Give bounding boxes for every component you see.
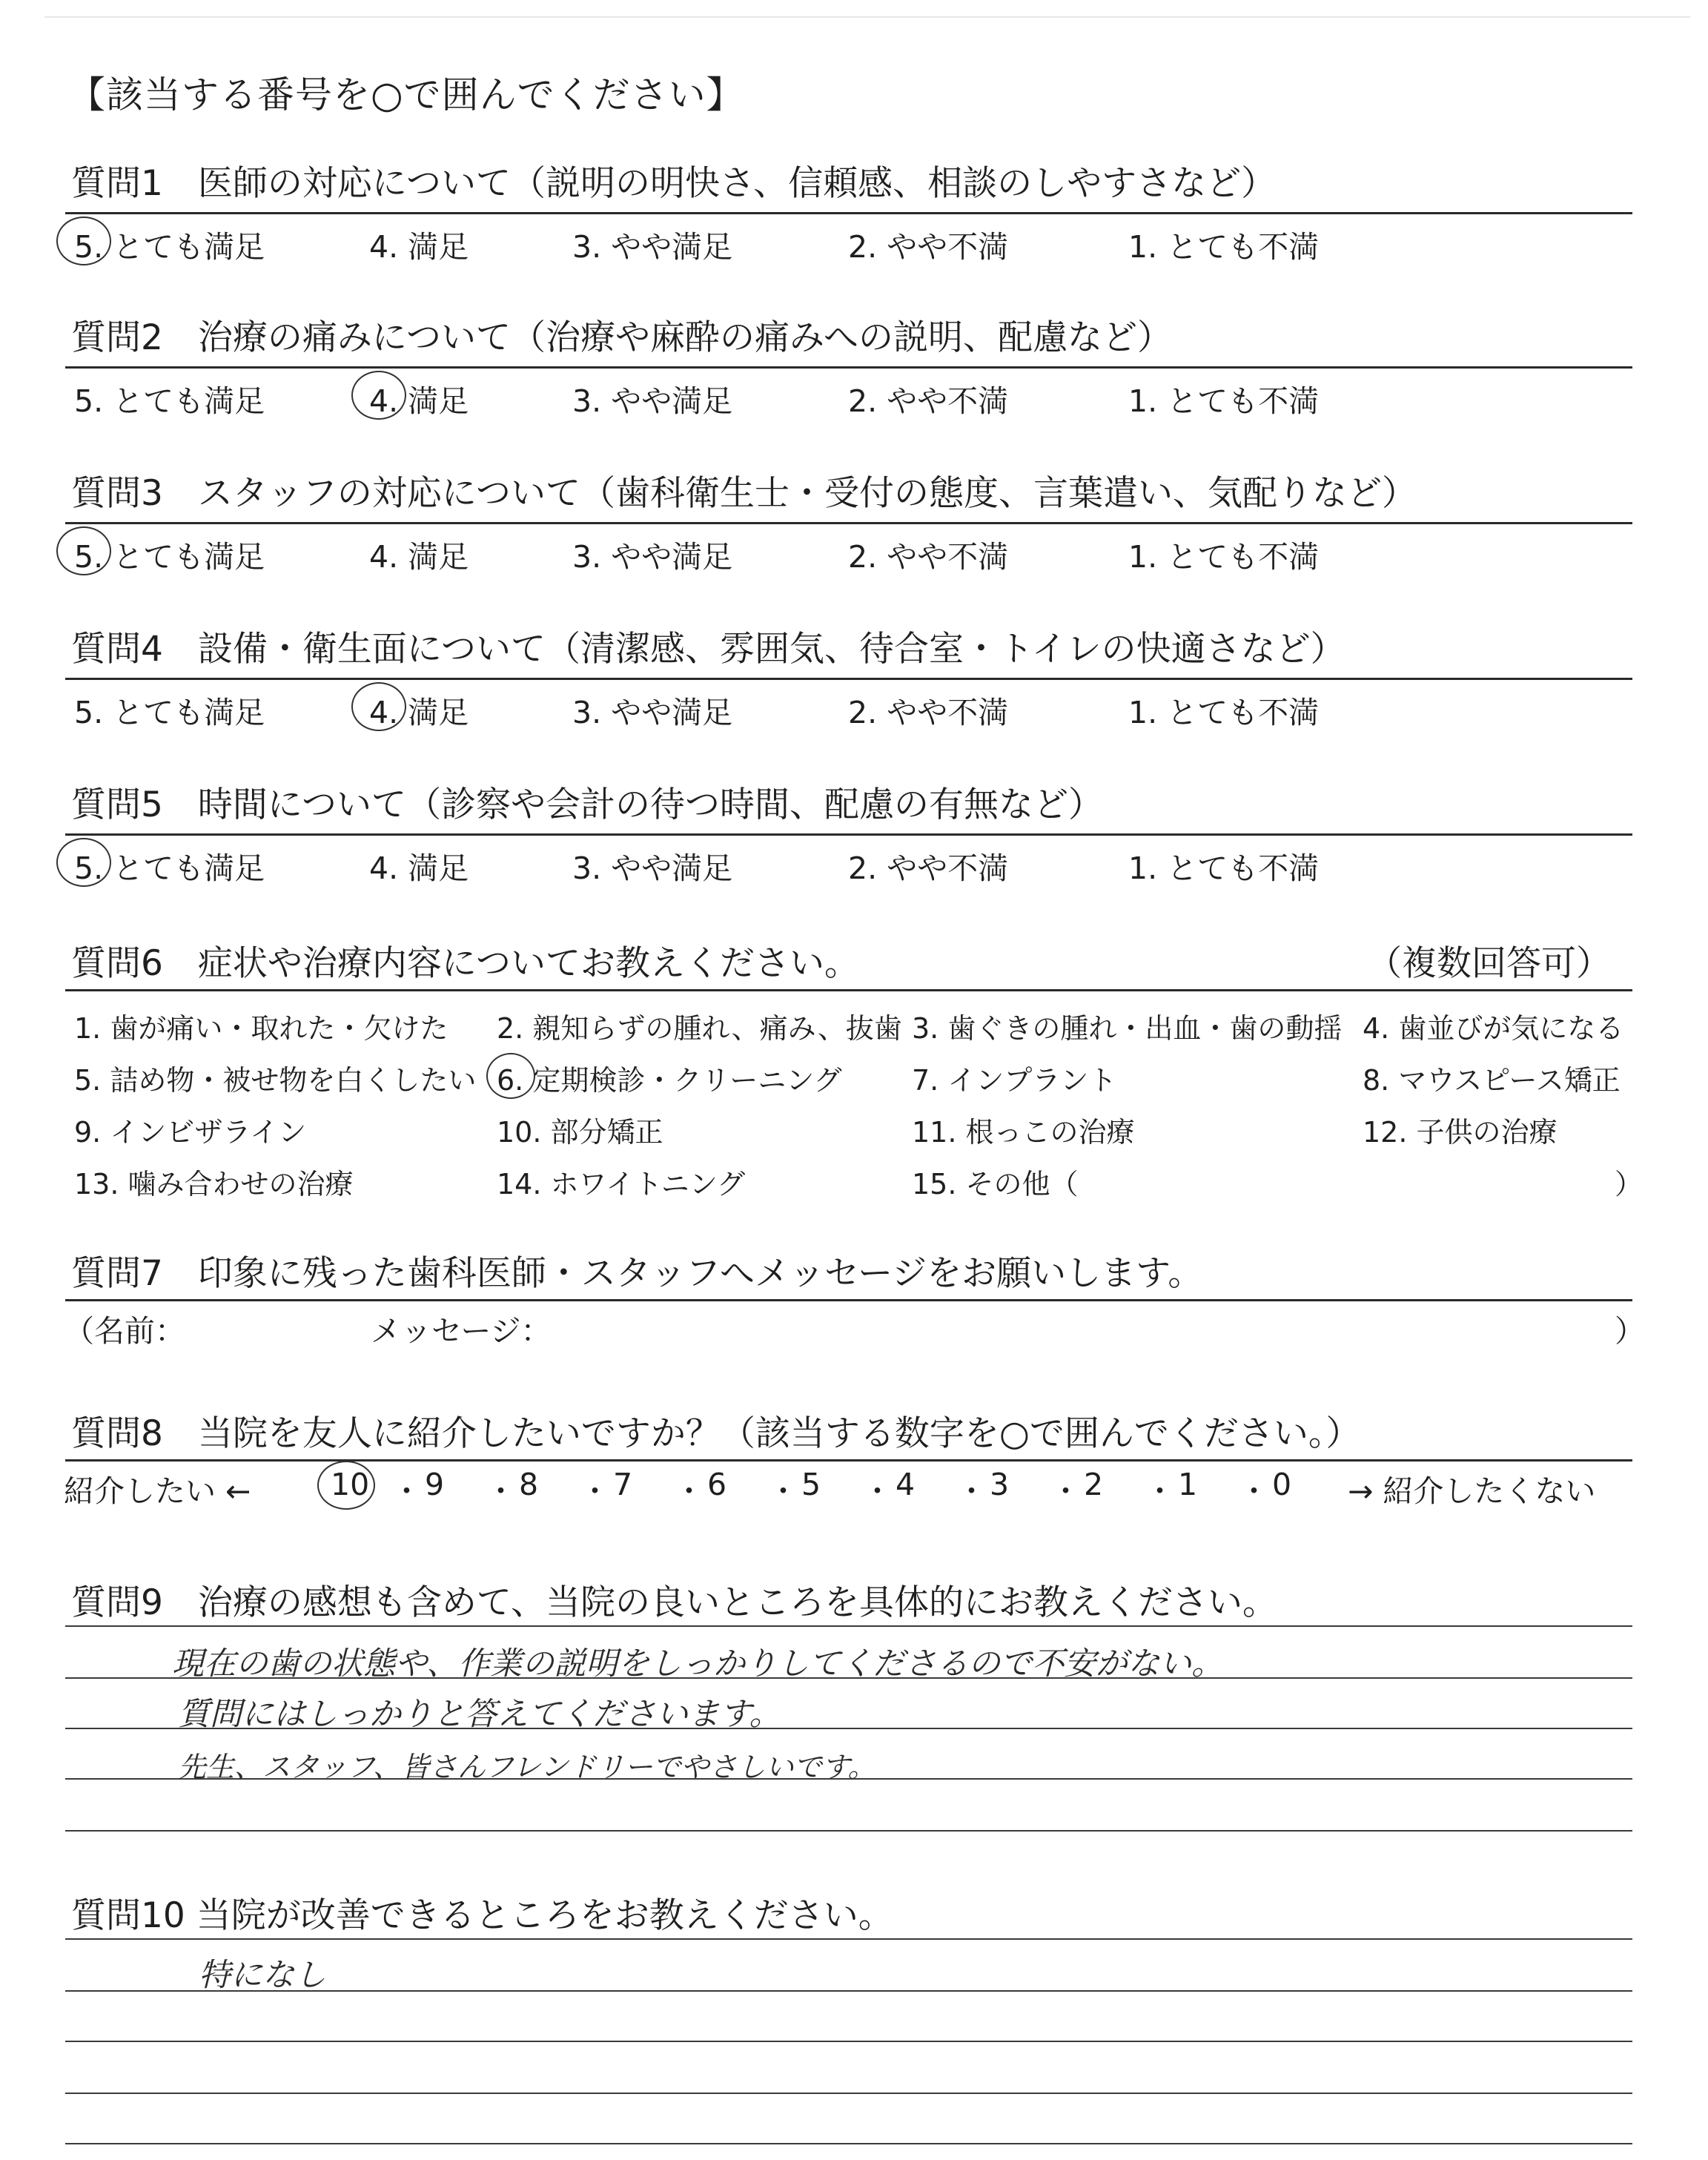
q8-scale-2: 2 xyxy=(1084,1467,1104,1502)
q4-rule xyxy=(65,678,1632,680)
q3-option-3: 3. やや満足 xyxy=(572,539,733,575)
q6-rule xyxy=(65,989,1632,991)
q8-scale-1: 1 xyxy=(1178,1467,1198,1502)
q3-option-5: 5. とても満足 xyxy=(74,539,265,575)
form-header: 【該当する番号を○で囲んでください】 xyxy=(68,73,744,116)
q5-option-4: 4. 満足 xyxy=(369,851,469,886)
q5-option-3: 3. やや満足 xyxy=(572,851,733,886)
q2-title: 質問2 治療の痛みについて（治療や麻酔の痛みへの説明、配慮など） xyxy=(71,317,1173,358)
q3-option-2: 2. やや不満 xyxy=(848,539,1009,575)
q6-option-11: 11. 根っこの治療 xyxy=(912,1116,1135,1149)
q6-option-14: 14. ホワイトニング xyxy=(497,1168,746,1200)
q2-option-5: 5. とても満足 xyxy=(74,383,265,419)
q6-option-12: 12. 子供の治療 xyxy=(1363,1116,1558,1149)
q3-option-4: 4. 満足 xyxy=(369,539,469,575)
q6-option-13: 13. 噛み合わせの治療 xyxy=(74,1168,354,1200)
q2-option-1: 1. とても不満 xyxy=(1128,383,1320,419)
q8-separator: ・ xyxy=(1239,1473,1269,1509)
q9-answer-line-1: 現在の歯の状態や、作業の説明をしっかりしてくださるので不安がない。 xyxy=(172,1645,1224,1682)
q8-scale-5: 5 xyxy=(801,1467,821,1502)
q3-title: 質問3 スタッフの対応について（歯科衛生士・受付の態度、言葉遣い、気配りなど） xyxy=(71,473,1417,514)
q4-option-2: 2. やや不満 xyxy=(848,695,1009,730)
q5-option-2: 2. やや不満 xyxy=(848,851,1009,886)
q1-option-2: 2. やや不満 xyxy=(848,229,1009,265)
q8-title: 質問8 当院を友人に紹介したいですか？（該当する数字を○で囲んでください。） xyxy=(71,1413,1361,1454)
q6-note: （複数回答可） xyxy=(1367,943,1611,984)
q8-separator: ・ xyxy=(674,1473,704,1509)
q2-option-3: 3. やや満足 xyxy=(572,383,733,419)
q8-scale-4: 4 xyxy=(896,1467,916,1502)
q8-scale-9: 9 xyxy=(425,1467,445,1502)
top-edge xyxy=(44,16,1690,18)
q6-option-15: 15. その他（ xyxy=(912,1168,1079,1200)
q6-title: 質問6 症状や治療内容についてお教えください。 xyxy=(71,943,859,984)
q7-message-label: メッセージ： xyxy=(371,1313,552,1349)
q6-option-5: 5. 詰め物・被せ物を白くしたい xyxy=(74,1064,477,1097)
q9-title: 質問9 治療の感想も含めて、当院の良いところを具体的にお教えください。 xyxy=(71,1582,1277,1623)
q6-option-2: 2. 親知らずの腫れ、痛み、抜歯 xyxy=(497,1012,902,1045)
q1-option-3: 3. やや満足 xyxy=(572,229,733,265)
q4-option-3: 3. やや満足 xyxy=(572,695,733,730)
q1-option-4: 4. 満足 xyxy=(369,229,469,265)
q1-selected-circle xyxy=(56,217,111,265)
q3-rule xyxy=(65,522,1632,524)
q6-selected-circle xyxy=(486,1053,535,1099)
q5-option-1: 1. とても不満 xyxy=(1128,851,1320,886)
q8-selected-circle xyxy=(317,1461,375,1510)
q4-option-1: 1. とても不満 xyxy=(1128,695,1320,730)
q6-option-7: 7. インプラント xyxy=(912,1064,1117,1097)
q8-left-label: 紹介したい ← xyxy=(64,1473,251,1509)
q5-title: 質問5 時間について（診察や会計の待つ時間、配慮の有無など） xyxy=(71,785,1103,825)
q6-option-10: 10. 部分矯正 xyxy=(497,1116,663,1149)
q2-selected-circle xyxy=(351,371,406,420)
q9-rule-5 xyxy=(65,1830,1632,1832)
q6-option-4: 4. 歯並びが気になる xyxy=(1363,1012,1624,1045)
q8-separator: ・ xyxy=(768,1473,798,1509)
q6-option-3: 3. 歯ぐきの腫れ・出血・歯の動揺 xyxy=(912,1012,1343,1045)
q4-option-4: 4. 満足 xyxy=(369,695,469,730)
q7-rule xyxy=(65,1299,1632,1301)
q4-option-5: 5. とても満足 xyxy=(74,695,265,730)
q1-title: 質問1 医師の対応について（説明の明快さ、信頼感、相談のしやすさなど） xyxy=(71,163,1277,204)
q7-name-label: （名前： xyxy=(64,1313,185,1349)
q6-option-9: 9. インビザライン xyxy=(74,1116,307,1149)
q4-title: 質問4 設備・衛生面について（清潔感、雰囲気、待合室・トイレの快適さなど） xyxy=(71,629,1345,670)
q8-scale-8: 8 xyxy=(519,1467,539,1502)
q7-title: 質問7 印象に残った歯科医師・スタッフへメッセージをお願いします。 xyxy=(71,1253,1203,1294)
q10-answer-line-1: 特になし xyxy=(199,1957,326,1994)
q8-rule xyxy=(65,1459,1632,1462)
q8-separator: ・ xyxy=(1145,1473,1175,1509)
q6-option-1: 1. 歯が痛い・取れた・欠けた xyxy=(74,1012,448,1045)
q8-separator: ・ xyxy=(956,1473,987,1509)
q9-answer-line-2: 質問にはしっかりと答えてくださいます。 xyxy=(178,1696,781,1733)
q2-option-4: 4. 満足 xyxy=(369,383,469,419)
q8-separator: ・ xyxy=(391,1473,422,1509)
q8-scale-6: 6 xyxy=(707,1467,727,1502)
q10-rule-4 xyxy=(65,2093,1632,2094)
q10-rule-1 xyxy=(65,1938,1632,1940)
q6-option-16: ） xyxy=(1615,1168,1644,1200)
q5-option-5: 5. とても満足 xyxy=(74,851,265,886)
q1-rule xyxy=(65,212,1632,214)
q7-close-paren: ） xyxy=(1615,1313,1645,1349)
q8-right-label: → 紹介したくない xyxy=(1348,1473,1596,1509)
q1-option-1: 1. とても不満 xyxy=(1128,229,1320,265)
q8-scale-0: 0 xyxy=(1272,1467,1292,1502)
q6-option-8: 8. マウスピース矯正 xyxy=(1363,1064,1621,1097)
q5-selected-circle xyxy=(56,838,111,887)
q1-option-5: 5. とても満足 xyxy=(74,229,265,265)
q2-rule xyxy=(65,366,1632,369)
q8-scale-3: 3 xyxy=(990,1467,1010,1502)
q6-option-6: 6. 定期検診・クリーニング xyxy=(497,1064,842,1097)
q4-selected-circle xyxy=(351,682,406,731)
q2-option-2: 2. やや不満 xyxy=(848,383,1009,419)
q10-rule-5 xyxy=(65,2143,1632,2144)
q9-answer-line-3: 先生、スタッフ、皆さんフレンドリーでやさしいです。 xyxy=(178,1751,876,1783)
q3-option-1: 1. とても不満 xyxy=(1128,539,1320,575)
q10-title: 質問10 当院が改善できるところをお教えください。 xyxy=(71,1895,893,1936)
q8-separator: ・ xyxy=(1050,1473,1081,1509)
q8-separator: ・ xyxy=(862,1473,893,1509)
q8-scale-7: 7 xyxy=(613,1467,633,1502)
q8-scale-10: 10 xyxy=(331,1467,370,1502)
q8-separator: ・ xyxy=(580,1473,610,1509)
q3-selected-circle xyxy=(56,526,111,575)
q9-rule-1 xyxy=(65,1625,1632,1627)
q5-rule xyxy=(65,833,1632,836)
q10-rule-3 xyxy=(65,2041,1632,2042)
q8-separator: ・ xyxy=(486,1473,516,1509)
